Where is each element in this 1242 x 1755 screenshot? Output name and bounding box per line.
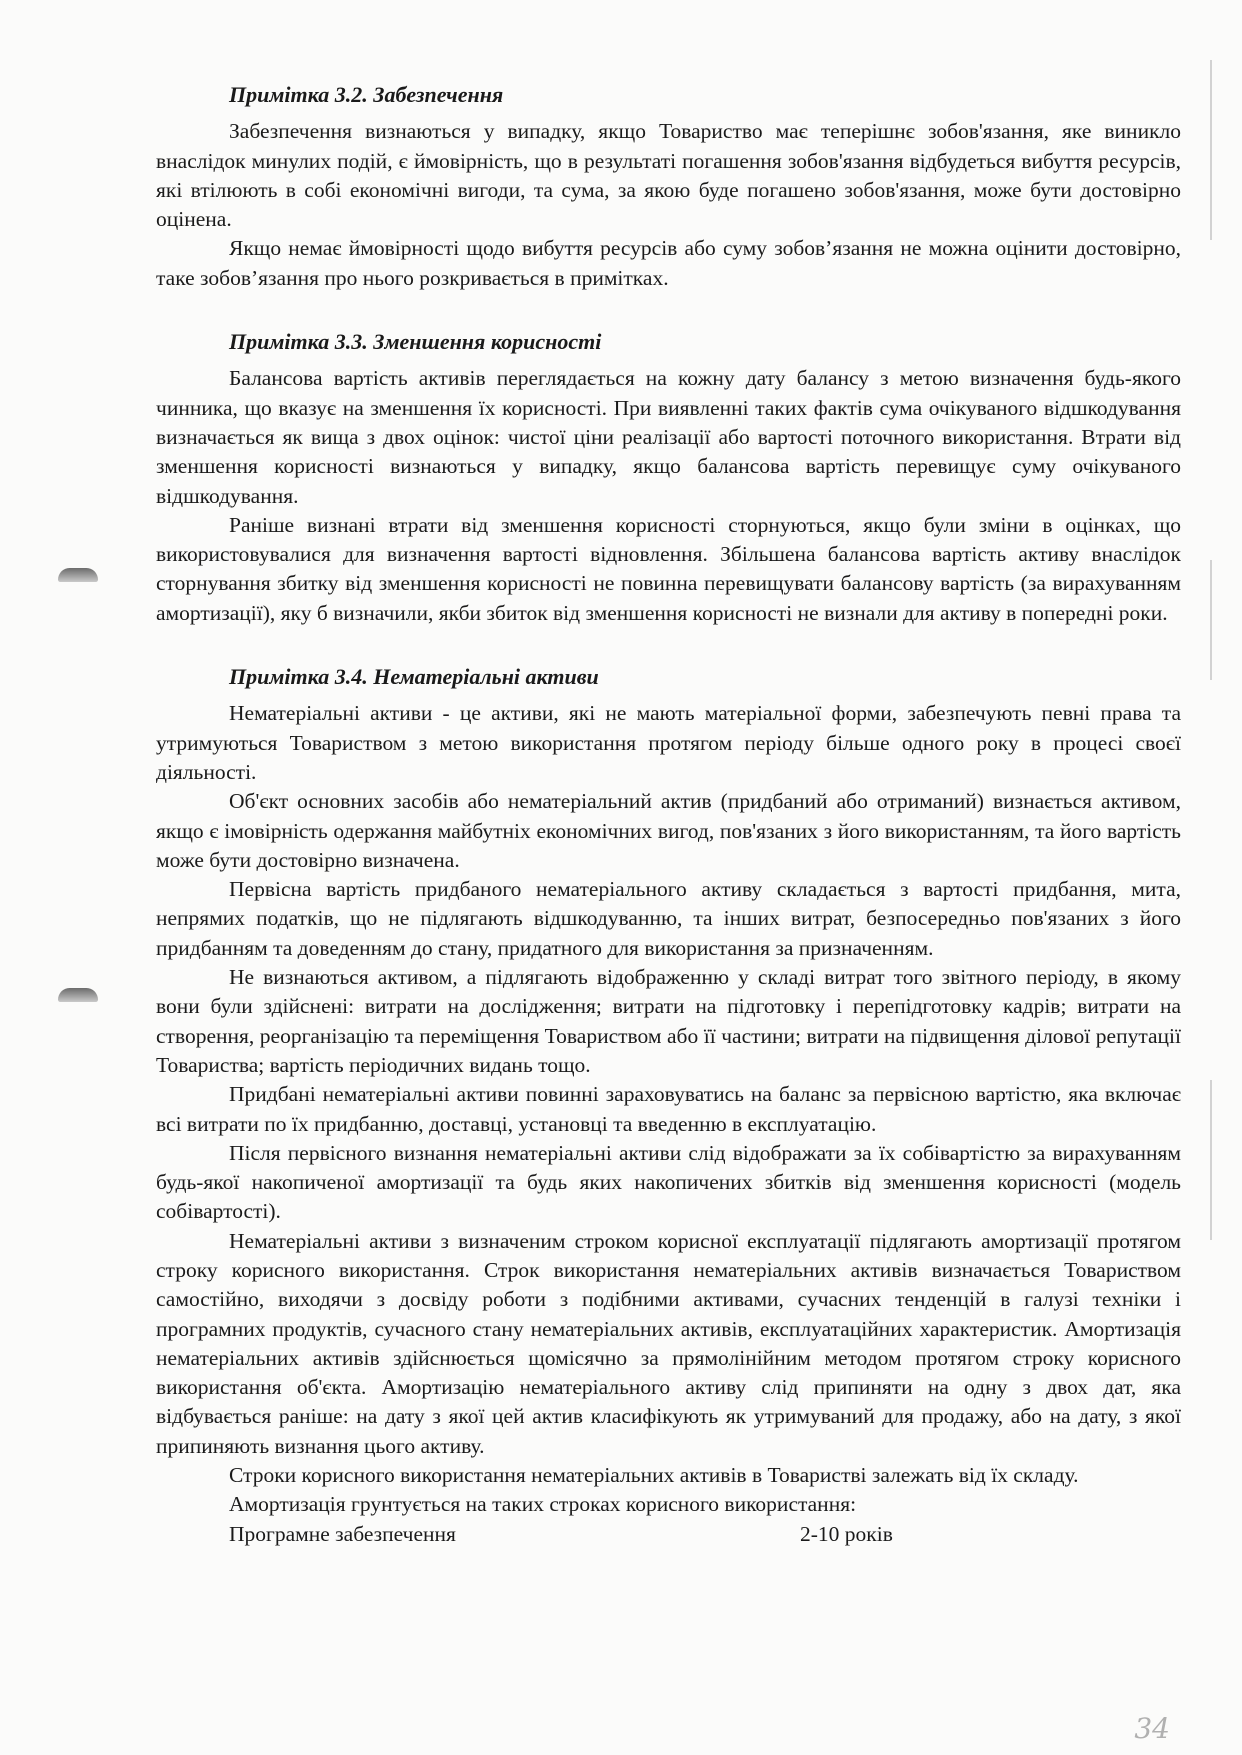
scan-edge-mark bbox=[1210, 1080, 1212, 1240]
paragraph: Придбані нематеріальні активи повинні зараховуватись на баланс за первісною вартістю, яка включає всі витрати по їх придбанню, доставці, установці та введенню в експлуатацію. bbox=[156, 1082, 1181, 1136]
section-heading: Примітка 3.2. Забезпечення bbox=[229, 82, 504, 107]
scan-edge-mark bbox=[1210, 60, 1212, 240]
paragraph: Нематеріальні активи - це активи, які не мають матеріальної форми, забезпечують певні права та утримуються Товариством з метою використання протягом періоду більше одного року в процесі своєї діяльності. bbox=[156, 701, 1181, 784]
page-number: 34 bbox=[1134, 1712, 1170, 1745]
paragraph: Об'єкт основних засобів або нематеріальний актив (придбаний або отриманий) визнається активом, якщо є імовірність одержання майбутніх економічних вигод, пов'язаних з його використанням, та його вартість може бути достовірно визначена. bbox=[156, 789, 1181, 872]
section-intangible-assets bbox=[156, 662, 1181, 1549]
paragraph: Амортизація грунтується на таких строках корисного використання: bbox=[229, 1492, 857, 1517]
section-heading: Примітка 3.3. Зменшення корисності bbox=[229, 329, 602, 355]
paragraph: Раніше визнані втрати від зменшення корисності сторнуються, якщо були зміни в оцінках, що використовувалися для визначення вартості відновлення. Збільшена балансова вартість активу внаслідок сторнування збитку від зменшення корисності не повинна перевищувати балансову вартість (за вирахуванням амортизації), яку б визначили, якби збиток від зменшення корисності не визнали для активу в попередні роки. bbox=[156, 512, 1181, 625]
paragraph: Забезпечення визнаються у випадку, якщо Товариство має теперішнє зобов'язання, яке виникло внаслідок минулих подій, є ймовірність, що в результаті погашення зобов'язання відбудеться вибуття ресурсів, які втілюють в собі економічні вигоди, та сума, за якою буде погашено зобов'язання, може бути достовірно оцінена. bbox=[156, 119, 1181, 232]
paragraph: Первісна вартість придбаного нематеріального активу складається з вартості придбання, мита, непрямих податків, що не підлягають відшкодуванню, та інших витрат, безпосередньо пов'язаних з його придбанням та доведенням до стану, придатного для використання за призначенням. bbox=[156, 877, 1181, 960]
paragraph: Строки корисного використання нематеріальних активів в Товаристві залежать від їх складу. bbox=[229, 1463, 1079, 1488]
scan-edge-mark bbox=[1210, 560, 1212, 680]
section-heading: Примітка 3.4. Нематеріальні активи bbox=[229, 664, 599, 690]
paragraph: Не визнаються активом, а підлягають відображенню у складі витрат того звітного періоду, в якому вони були здійснені: витрати на дослідження; витрати на підготовку і перепідготовку кадрів; витрати на створення, реорганізацію та переміщення Товариством або її частини; витрати на підвищення ділової репутації Товариства; вартість періодичних видань тощо. bbox=[156, 965, 1181, 1077]
paragraph: Якщо немає ймовірності щодо вибуття ресурсів або суму зобов’язання не можна оцінити достовірно, таке зобов’язання про нього розкривається в примітках. bbox=[156, 236, 1181, 290]
depreciation-item: Програмне забезпечення bbox=[229, 1521, 456, 1546]
document-body bbox=[156, 80, 1181, 1583]
paragraph: Нематеріальні активи з визначеним строком корисної експлуатації підлягають амортизації протягом строку корисного використання. Строк використання нематеріальних активів визначається Товариством самостійно, виходячи з досвіду роботи з подібними активами, сучасних тенденцій в галузі техніки і програмних продуктів, сучасного стану нематеріальних активів, експлуатаційних характеристик. Амортизація нематеріальних активів здійснюється щомісячно за прямолінійним методом протягом строку корисного використання об'єкта. Амортизацію нематеріального активу слід припиняти на одну з двох дат, яка відбувається раніше: на дату з якої цей актив класифікують як утримуваний для продажу, або на дату, з якої припиняють визнання цього активу. bbox=[156, 1228, 1181, 1458]
punch-hole-mark bbox=[58, 568, 98, 582]
paragraph: Балансова вартість активів переглядається на кожну дату балансу з метою визначення будь-якого чинника, що вказує на зменшення їх корисності. При виявленні таких фактів сума очікуваного відшкодування визначається як вища з двох оцінок: чистої ціни реалізації або вартості поточного використання. Втрати від зменшення корисності визнаються у випадку, якщо балансова вартість перевищує суму очікуваного відшкодування. bbox=[156, 366, 1181, 508]
punch-hole-mark bbox=[58, 988, 98, 1002]
depreciation-term: 2-10 років bbox=[800, 1521, 893, 1546]
section-provisions bbox=[156, 80, 1181, 293]
depreciation-row bbox=[156, 1520, 1181, 1549]
paragraph: Після первісного визнання нематеріальні активи слід відображати за їх собівартістю за вирахуванням будь-якої накопиченої амортизації та будь яких накопичених збитків від зменшення корисності (модель собівартості). bbox=[156, 1140, 1181, 1224]
section-impairment bbox=[156, 327, 1181, 628]
